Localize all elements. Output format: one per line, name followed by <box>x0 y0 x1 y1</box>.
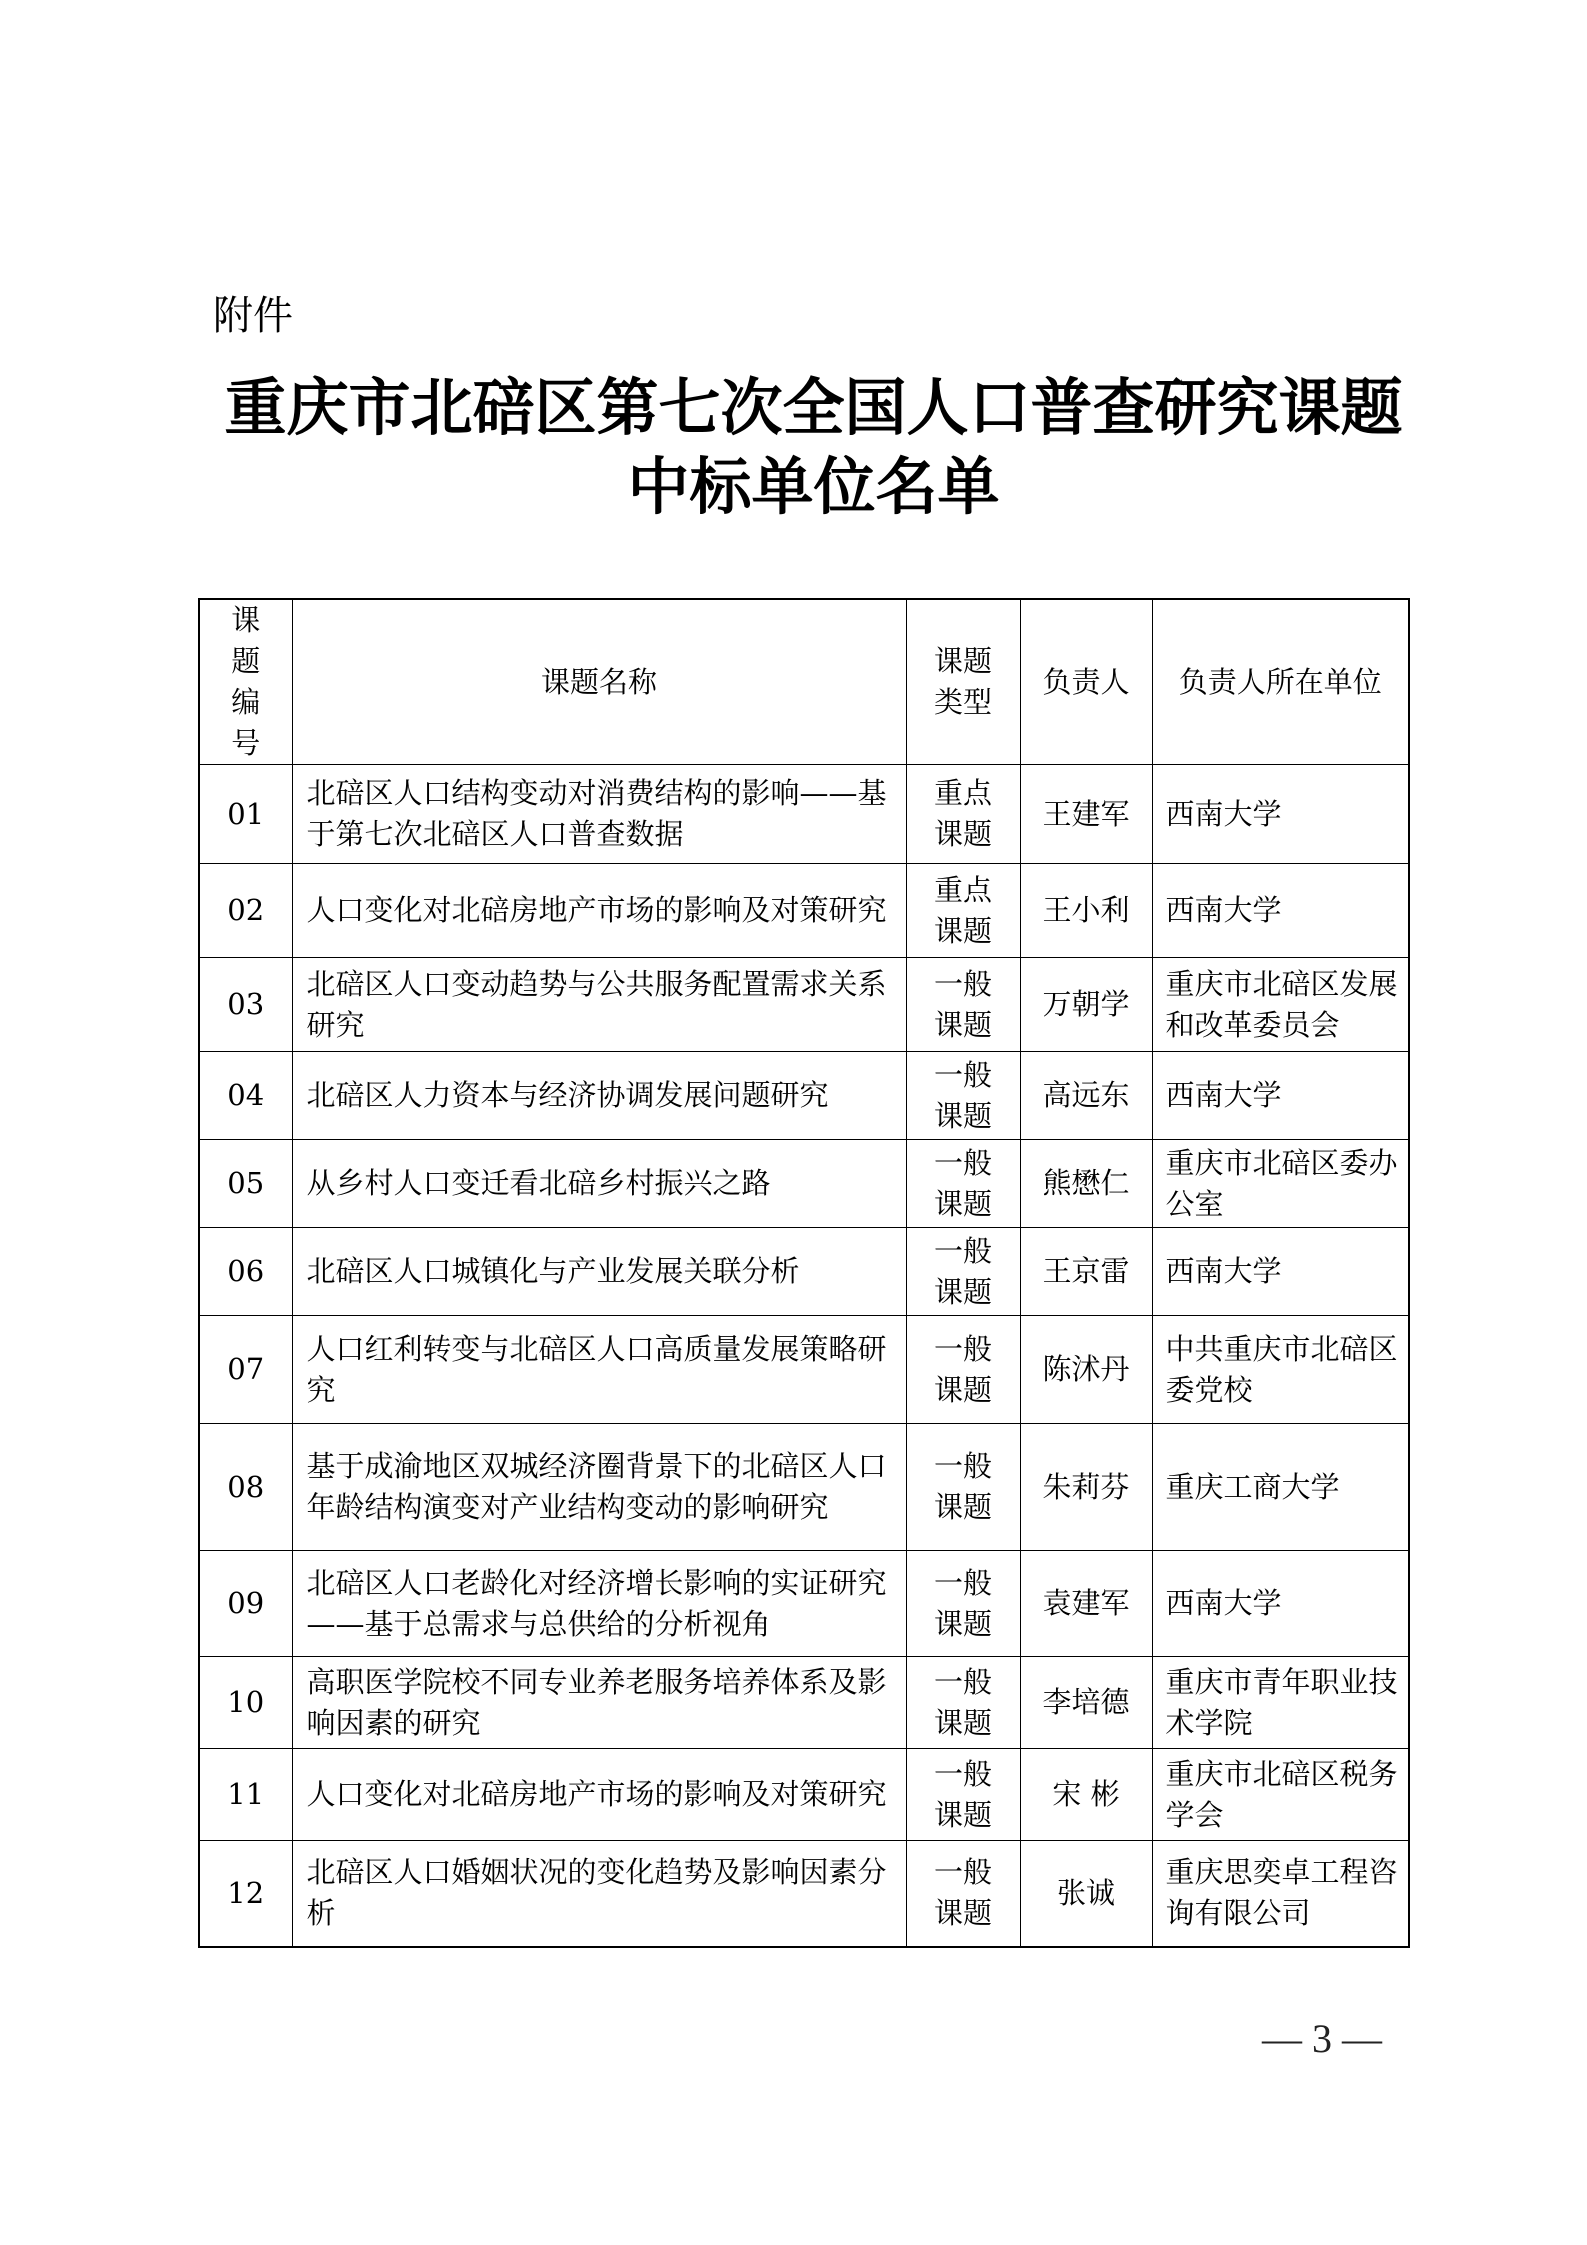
row-unit: 重庆市北碚区税务学会 <box>1152 1749 1409 1841</box>
row-lead: 王京雷 <box>1020 1228 1152 1316</box>
table-row <box>199 958 1409 1052</box>
row-type: 一般课题 <box>906 1424 1020 1551</box>
row-name: 高职医学院校不同专业养老服务培养体系及影响因素的研究 <box>292 1657 906 1749</box>
row-num: 03 <box>199 958 292 1052</box>
row-num: 07 <box>199 1316 292 1424</box>
row-unit: 西南大学 <box>1152 1052 1409 1140</box>
row-unit: 西南大学 <box>1152 1228 1409 1316</box>
row-unit: 重庆思奕卓工程咨询有限公司 <box>1152 1841 1409 1947</box>
row-lead: 宋 彬 <box>1020 1749 1152 1841</box>
row-lead: 王建军 <box>1020 765 1152 864</box>
row-num: 09 <box>199 1551 292 1657</box>
row-name: 人口变化对北碚房地产市场的影响及对策研究 <box>292 864 906 958</box>
row-lead: 朱莉芬 <box>1020 1424 1152 1551</box>
page-number: — 3 — <box>1262 2016 1382 2061</box>
table-row <box>199 1228 1409 1316</box>
row-unit: 重庆市北碚区发展和改革委员会 <box>1152 958 1409 1052</box>
row-name: 基于成渝地区双城经济圈背景下的北碚区人口年龄结构演变对产业结构变动的影响研究 <box>292 1424 906 1551</box>
row-name: 北碚区人力资本与经济协调发展问题研究 <box>292 1052 906 1140</box>
row-name: 北碚区人口老龄化对经济增长影响的实证研究——基于总需求与总供给的分析视角 <box>292 1551 906 1657</box>
row-name: 从乡村人口变迁看北碚乡村振兴之路 <box>292 1140 906 1228</box>
row-unit: 重庆工商大学 <box>1152 1424 1409 1551</box>
row-type: 一般课题 <box>906 1657 1020 1749</box>
row-lead: 李培德 <box>1020 1657 1152 1749</box>
header-num: 课题编号 <box>199 599 292 765</box>
table-row <box>199 1841 1409 1947</box>
row-name: 北碚区人口结构变动对消费结构的影响——基于第七次北碚区人口普查数据 <box>292 765 906 864</box>
row-type: 一般课题 <box>906 1228 1020 1316</box>
row-type: 一般课题 <box>906 1841 1020 1947</box>
row-unit: 西南大学 <box>1152 765 1409 864</box>
table-row <box>199 765 1409 864</box>
row-lead: 高远东 <box>1020 1052 1152 1140</box>
document-title: 重庆市北碚区第七次全国人口普查研究课题 <box>224 371 1403 444</box>
table-header-row <box>199 599 1409 765</box>
row-num: 06 <box>199 1228 292 1316</box>
header-type: 课题类型 <box>906 599 1020 765</box>
row-type: 一般课题 <box>906 1551 1020 1657</box>
row-lead: 陈沭丹 <box>1020 1316 1152 1424</box>
row-name: 北碚区人口城镇化与产业发展关联分析 <box>292 1228 906 1316</box>
header-lead: 负责人 <box>1020 599 1152 765</box>
table-row <box>199 1140 1409 1228</box>
table-row <box>199 864 1409 958</box>
row-num: 05 <box>199 1140 292 1228</box>
row-lead: 熊懋仁 <box>1020 1140 1152 1228</box>
row-unit: 西南大学 <box>1152 864 1409 958</box>
table-row <box>199 1657 1409 1749</box>
row-unit: 重庆市青年职业技术学院 <box>1152 1657 1409 1749</box>
attachment-label: 附件 <box>213 293 293 339</box>
document-subtitle: 中标单位名单 <box>627 450 1000 523</box>
row-num: 08 <box>199 1424 292 1551</box>
row-type: 一般课题 <box>906 1749 1020 1841</box>
row-num: 11 <box>199 1749 292 1841</box>
row-name: 北碚区人口婚姻状况的变化趋势及影响因素分析 <box>292 1841 906 1947</box>
row-num: 02 <box>199 864 292 958</box>
row-lead: 万朝学 <box>1020 958 1152 1052</box>
row-lead: 袁建军 <box>1020 1551 1152 1657</box>
row-type: 重点课题 <box>906 765 1020 864</box>
row-lead: 张诚 <box>1020 1841 1152 1947</box>
row-unit: 重庆市北碚区委办公室 <box>1152 1140 1409 1228</box>
row-name: 人口变化对北碚房地产市场的影响及对策研究 <box>292 1749 906 1841</box>
winners-table <box>198 598 1410 1948</box>
row-unit: 中共重庆市北碚区委党校 <box>1152 1316 1409 1424</box>
row-name: 人口红利转变与北碚区人口高质量发展策略研究 <box>292 1316 906 1424</box>
table-row <box>199 1749 1409 1841</box>
row-num: 10 <box>199 1657 292 1749</box>
table-row <box>199 1551 1409 1657</box>
row-unit: 西南大学 <box>1152 1551 1409 1657</box>
row-type: 一般课题 <box>906 1316 1020 1424</box>
row-name: 北碚区人口变动趋势与公共服务配置需求关系研究 <box>292 958 906 1052</box>
table-row <box>199 1052 1409 1140</box>
header-name: 课题名称 <box>292 599 906 765</box>
row-lead: 王小利 <box>1020 864 1152 958</box>
row-type: 重点课题 <box>906 864 1020 958</box>
row-type: 一般课题 <box>906 958 1020 1052</box>
header-unit: 负责人所在单位 <box>1152 599 1409 765</box>
row-type: 一般课题 <box>906 1052 1020 1140</box>
row-num: 12 <box>199 1841 292 1947</box>
row-num: 04 <box>199 1052 292 1140</box>
row-type: 一般课题 <box>906 1140 1020 1228</box>
table-row <box>199 1424 1409 1551</box>
row-num: 01 <box>199 765 292 864</box>
table-row <box>199 1316 1409 1424</box>
